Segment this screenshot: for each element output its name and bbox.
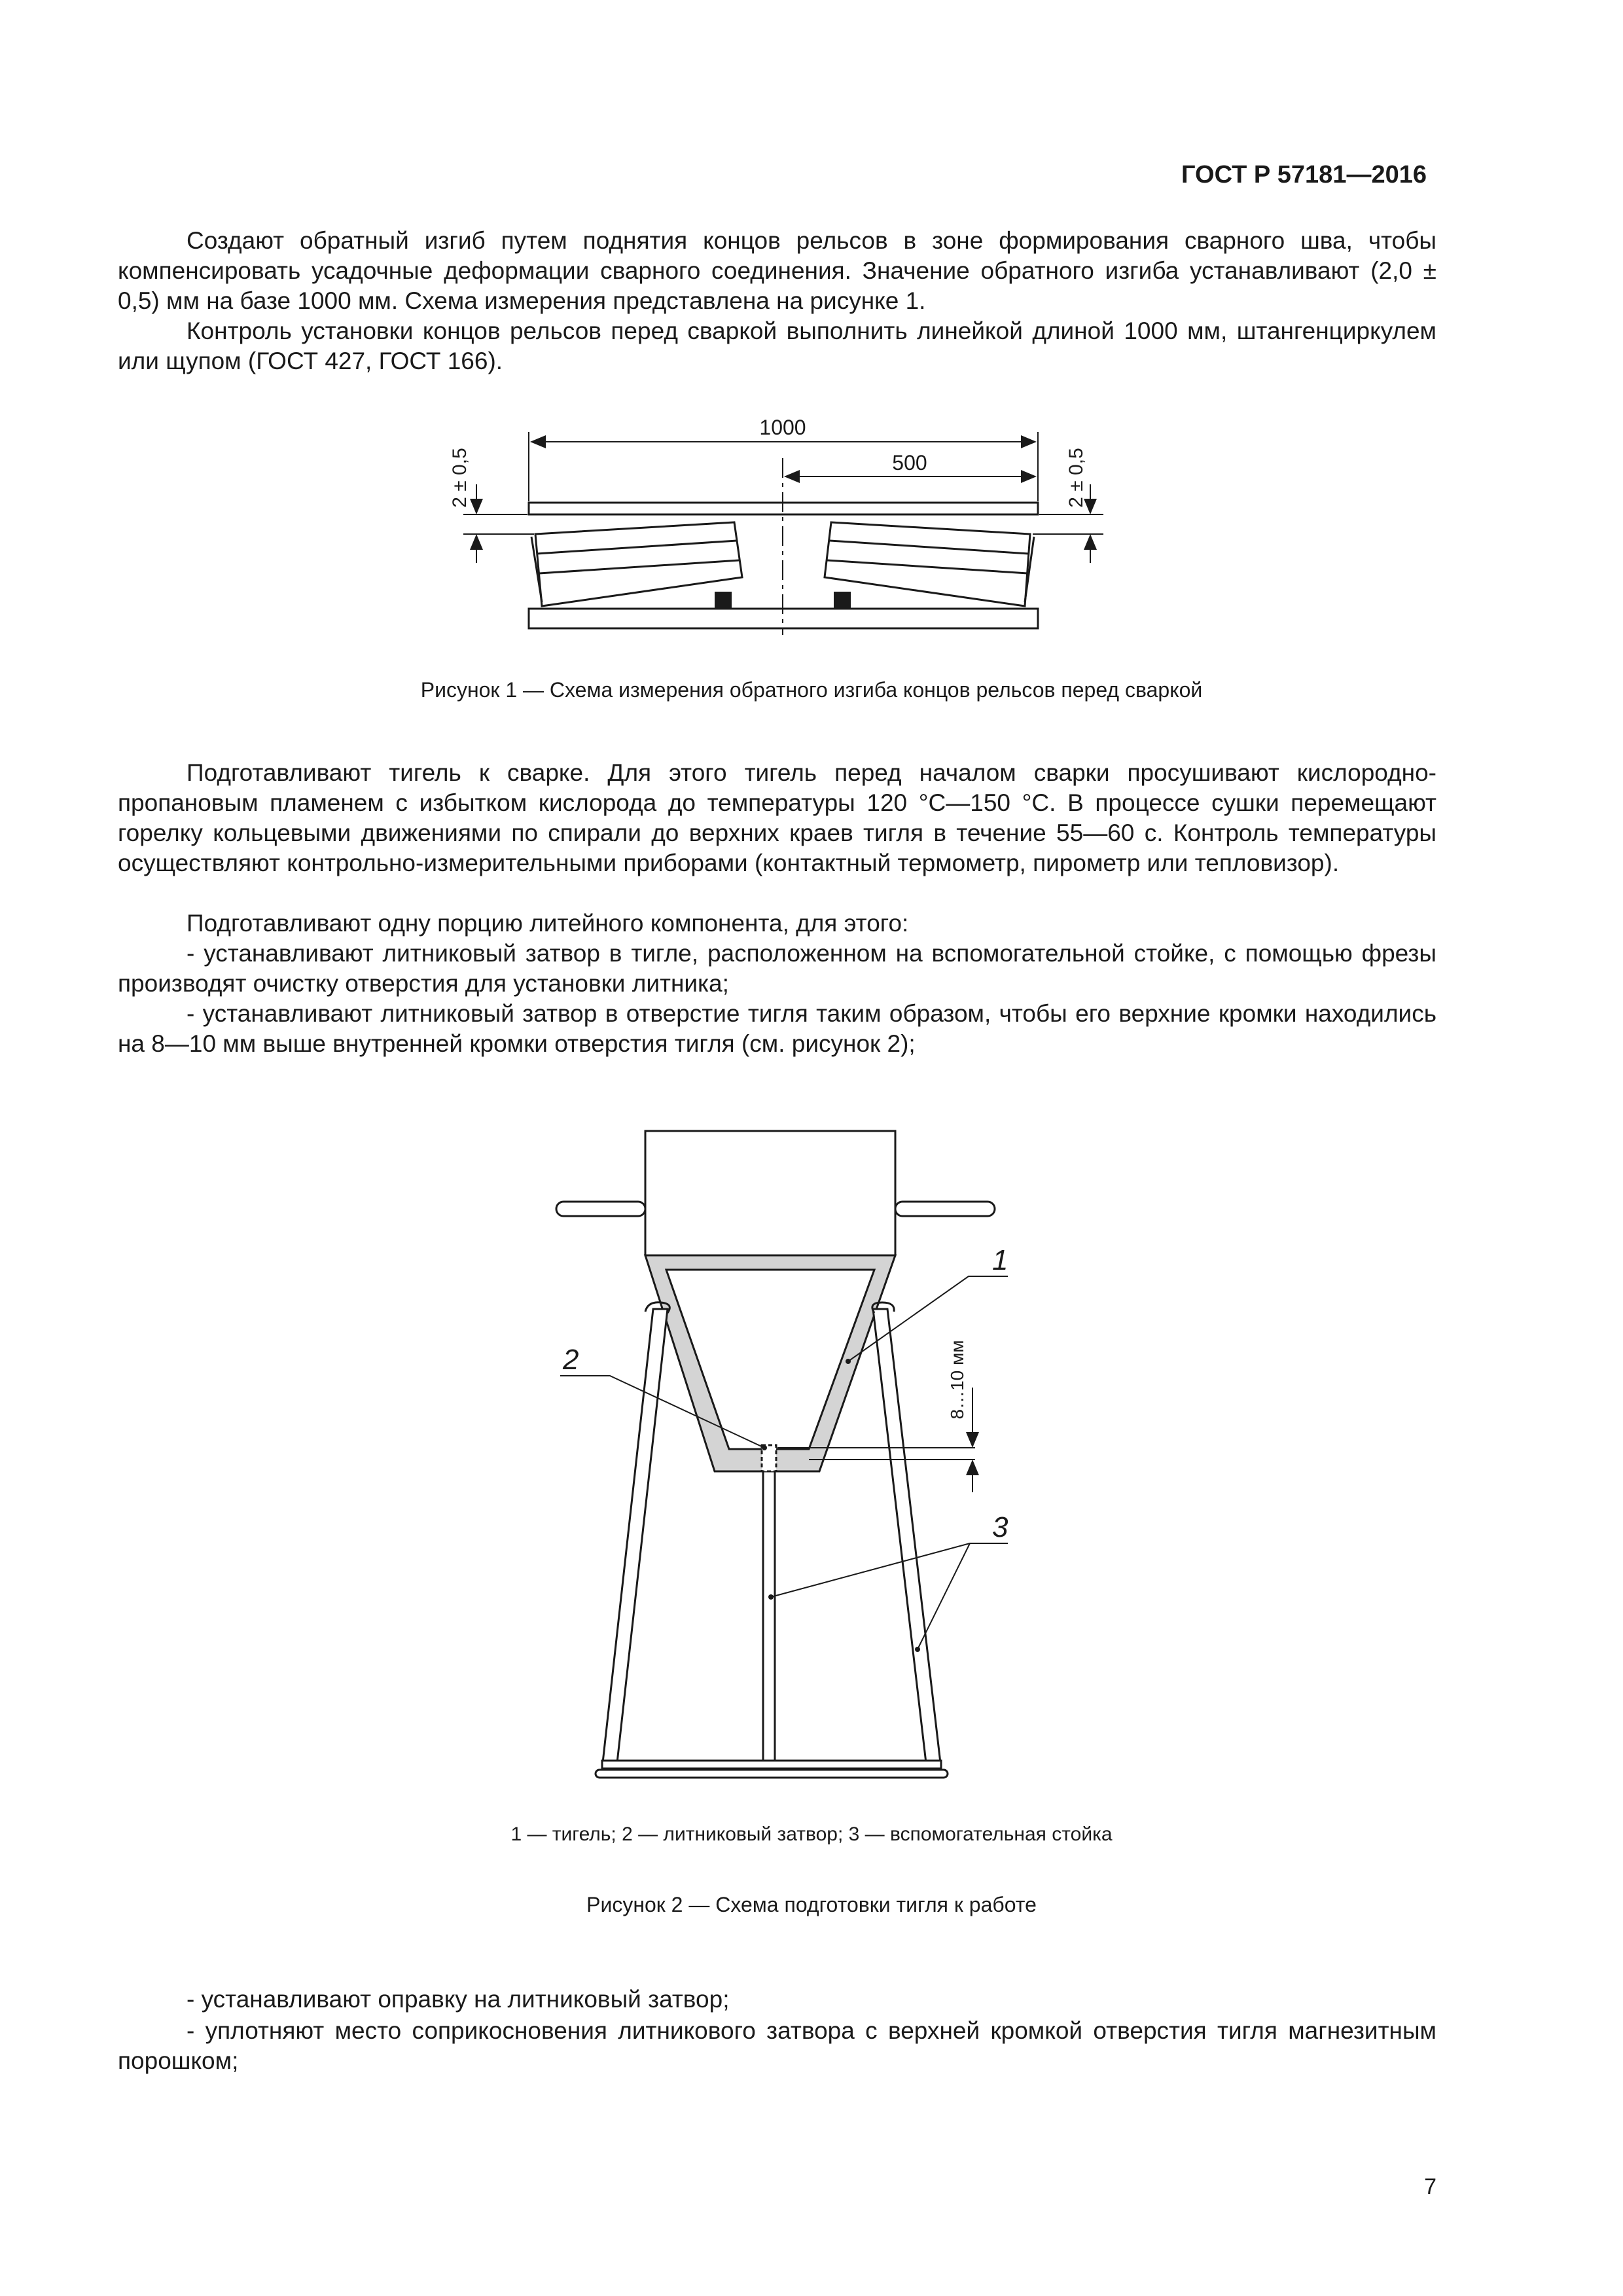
paragraph-step-gate-install: - устанавливают литниковый затвор в отверстие тигля таким образом, чтобы его верхние кромки находились на 8—10 мм выше внутренней кромки отверстия тигля (см. рисунок 2); xyxy=(118,1000,1436,1057)
paragraph-crucible-drying: Подготавливают тигель к сварке. Для этого тигель перед началом сварки просушивают кислородно-пропановым пламенем с избытком кислорода до температуры 120 °С—150 °С. В процессе сушки перемещают горелку кольцевыми движениями по спирали до верхних краев тигля в течение 55—60 с. Контроль температуры осуществляют контрольно-измерительными приборами (контактный термометр, пирометр или тепловизор). xyxy=(118,759,1436,876)
figure-2-legend: 1 — тигель; 2 — литниковый затвор; 3 — вспомогательная стойка xyxy=(510,1823,1113,1845)
figure-2-diagram xyxy=(0,1113,1623,1806)
paragraph-reverse-bend: Создают обратный изгиб путем поднятия концов рельсов в зоне формирования сварного шва, чтобы компенсировать усадочные деформации сварного соединения. Значение обратного изгиба устанавливают (2,0 ± 0,5) мм на базе 1000 мм. Схема измерения представлена на рисунке 1. xyxy=(118,227,1436,314)
figure-1-diagram xyxy=(0,406,1623,641)
figure-2-caption: Рисунок 2 — Схема подготовки тигля к работе xyxy=(586,1893,1037,1916)
dim-1000: 1000 xyxy=(759,416,806,439)
dim-gap: 8…10 мм xyxy=(947,1340,967,1420)
paragraph-portion: Подготавливают одну порцию литейного компонента, для этого: xyxy=(187,910,909,937)
dim-left-bend: 2 ± 0,5 xyxy=(449,448,471,508)
page-number: 7 xyxy=(1424,2174,1436,2199)
support-block-left xyxy=(715,592,732,609)
label-3: 3 xyxy=(992,1511,1008,1543)
label-1: 1 xyxy=(992,1244,1008,1276)
support-block-right xyxy=(834,592,851,609)
dim-500: 500 xyxy=(892,451,927,475)
paragraph-step-mandrel: - устанавливают оправку на литниковый затвор; xyxy=(187,1986,730,2013)
stand-leg-left xyxy=(602,1309,668,1768)
label-2: 2 xyxy=(563,1344,579,1376)
paragraph-step-seal: - уплотняют место соприкосновения литникового затвора с верхней кромкой отверстия тигля магнезитным порошком; xyxy=(118,2017,1436,2074)
stand-leg-right xyxy=(873,1309,941,1768)
dim-right-bend: 2 ± 0,5 xyxy=(1065,448,1087,508)
paragraph-rail-control: Контроль установки концов рельсов перед сваркой выполнить линейкой длиной 1000 мм, штангенциркулем или щупом (ГОСТ 427, ГОСТ 166). xyxy=(118,317,1436,374)
paragraph-step-gate-cleaning: - устанавливают литниковый затвор в тигле, расположенном на вспомогательной стойке, с помощью фрезы производят очистку отверстия для установки литника; xyxy=(118,940,1436,997)
document-header: ГОСТ Р 57181—2016 xyxy=(1181,161,1427,188)
figure-1-caption: Рисунок 1 — Схема измерения обратного изгиба концов рельсов перед сваркой xyxy=(420,678,1203,702)
stand-center-tube xyxy=(763,1471,775,1770)
